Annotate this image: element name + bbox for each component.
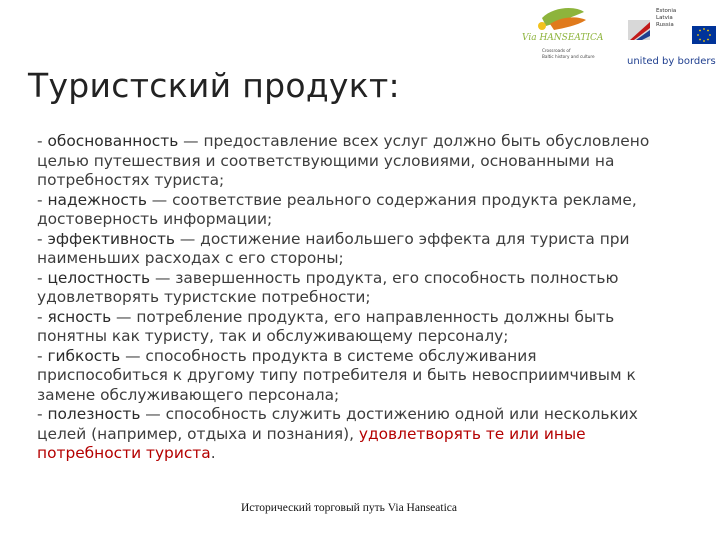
logo-sub1: Crossroads of — [542, 48, 571, 53]
list-item-line: - целостность — завершенность продукта, его способность полностью — [37, 268, 619, 287]
logo-sub2: Baltic history and culture — [542, 54, 595, 59]
logo-via-text: Via HANSEATICA — [522, 33, 604, 43]
term-effektivnost: эффективность — [47, 229, 175, 248]
list-item-line: достоверность информации; — [37, 210, 273, 228]
list-item-line: - надежность — соответствие реального содержания продукта рекламе, — [37, 190, 637, 209]
list-item-line: замене обслуживающего персонала; — [37, 385, 340, 404]
list-item-line: - эффективность — достижение наибольшего эффекта для туриста при — [37, 229, 630, 248]
list-item-line: потребности туриста. — [37, 444, 216, 462]
country-russia: Russia — [656, 22, 674, 28]
tagline: united by borders — [627, 56, 716, 67]
content-list — [37, 132, 705, 464]
estlatrus-logo — [626, 4, 718, 68]
list-item-line: - ясность — потребление продукта, его направленность должны быть — [37, 307, 615, 326]
list-item-line: целью путешествия и соответствующими условиями, основанными на — [37, 151, 615, 170]
term-tselostnost: целостность — [47, 268, 151, 287]
list-item-line: удовлетворять туристские потребности; — [37, 288, 371, 306]
list-item-line: - обоснованность — предоставление всех услуг должно быть обусловлено — [37, 132, 650, 150]
list-item-line: потребностях туриста; — [37, 171, 225, 189]
list-item-line: - гибкость — способность продукта в системе обслуживания — [37, 346, 537, 365]
term-obosnovannost: обоснованность — [47, 132, 179, 150]
highlight-red: удовлетворять те или иные — [358, 424, 586, 443]
slide-footer: Исторический торговый путь Via Hanseatica — [240, 502, 457, 514]
term-gibkost: гибкость — [47, 346, 121, 365]
highlight-red: потребности туриста — [37, 444, 211, 462]
term-nadezhnost: надежность — [47, 190, 147, 209]
country-latvia: Latvia — [656, 15, 673, 21]
list-item-line: понятны как туристу, так и обслуживающему персоналу; — [37, 327, 509, 345]
list-item-line: целей (например, отдыха и познания), удовлетворять те или иные — [37, 424, 586, 443]
list-item-line: - полезность — способность служить достижению одной или нескольких — [37, 405, 638, 423]
via-hanseatica-logo — [520, 4, 604, 66]
term-poleznost: полезность — [47, 405, 141, 423]
slide-title: Туристский продукт: — [28, 66, 400, 105]
term-yasnost: ясность — [47, 307, 112, 326]
list-item-line: наименьших расходах с его стороны; — [37, 249, 344, 267]
country-estonia: Estonia — [656, 8, 677, 14]
list-item-line: приспособиться к другому типу потребителя и быть невосприимчивым к — [37, 366, 636, 384]
logo-dot — [538, 22, 546, 30]
